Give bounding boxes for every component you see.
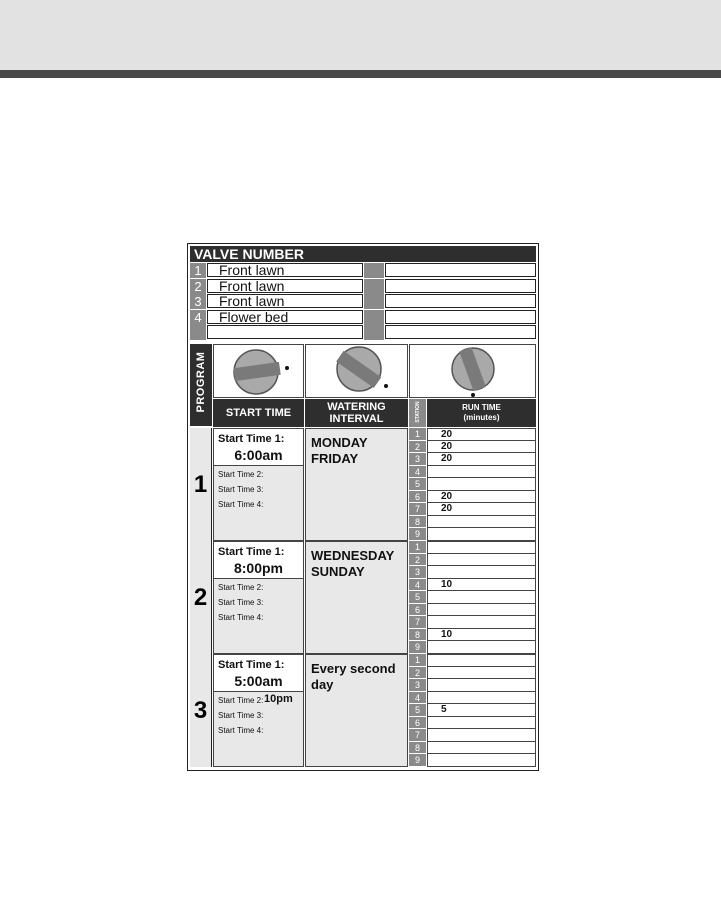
station-number: 2 xyxy=(409,667,426,680)
station-row xyxy=(409,616,536,629)
valve-name-field-right[interactable] xyxy=(385,325,536,339)
station-row xyxy=(409,528,536,541)
watering-interval-line1: MONDAY xyxy=(311,435,368,450)
start-time-dial-icon xyxy=(214,345,303,397)
run-time-field[interactable] xyxy=(427,754,536,767)
station-row xyxy=(409,491,536,504)
start-time-4-label: Start Time 4: xyxy=(218,500,264,509)
station-number: 5 xyxy=(409,704,426,717)
station-number: 9 xyxy=(409,641,426,654)
watering-interval-line1: Every second xyxy=(311,661,396,676)
run-time-field[interactable]: 20 xyxy=(427,453,536,466)
valve-number-blank xyxy=(364,279,384,294)
station-header-label: STATION xyxy=(415,401,421,423)
valve-row xyxy=(190,310,536,325)
station-number: 8 xyxy=(409,742,426,755)
start-time-cell xyxy=(213,428,304,541)
run-time-field[interactable]: 10 xyxy=(427,579,536,592)
station-row xyxy=(409,579,536,592)
station-number: 5 xyxy=(409,591,426,604)
run-time-field[interactable] xyxy=(427,692,536,705)
station-row xyxy=(409,742,536,755)
run-time-field[interactable] xyxy=(427,729,536,742)
run-time-field[interactable] xyxy=(427,466,536,479)
start-time-1-value: 8:00pm xyxy=(233,560,284,576)
station-row xyxy=(409,629,536,642)
start-time-2-value: 10pm xyxy=(264,693,293,705)
station-number: 4 xyxy=(409,579,426,592)
station-row xyxy=(409,667,536,680)
watering-interval-cell[interactable] xyxy=(305,654,408,767)
run-time-field[interactable]: 20 xyxy=(427,503,536,516)
station-number: 7 xyxy=(409,503,426,516)
station-number: 5 xyxy=(409,478,426,491)
valve-row xyxy=(190,294,536,309)
valve-number-blank xyxy=(364,310,384,325)
run-time-header-line2: (minutes) xyxy=(463,413,500,422)
valve-name-field-right[interactable] xyxy=(385,294,536,308)
run-time-field[interactable] xyxy=(427,591,536,604)
station-number: 9 xyxy=(409,528,426,541)
station-number: 3 xyxy=(409,566,426,579)
watering-interval-text xyxy=(311,435,368,467)
run-time-field[interactable] xyxy=(427,541,536,554)
watering-interval-line1: WEDNESDAY xyxy=(311,548,395,563)
run-time-field[interactable]: 20 xyxy=(427,428,536,441)
station-number: 4 xyxy=(409,692,426,705)
start-time-dial-cell xyxy=(213,344,304,398)
station-number: 1 xyxy=(409,428,426,441)
watering-interval-line2: FRIDAY xyxy=(311,451,359,466)
station-header xyxy=(409,399,426,427)
station-row xyxy=(409,554,536,567)
start-time-4-label: Start Time 4: xyxy=(218,726,264,735)
start-time-3-label: Start Time 3: xyxy=(218,485,264,494)
watering-interval-line2: day xyxy=(311,677,334,692)
station-number: 4 xyxy=(409,466,426,479)
station-row xyxy=(409,453,536,466)
header-rule xyxy=(0,70,721,78)
program-number: 3 xyxy=(190,654,212,767)
start-time-1-box[interactable] xyxy=(214,542,303,579)
run-time-header xyxy=(427,399,536,427)
valve-name-field[interactable]: Flower bed xyxy=(207,310,363,324)
station-row xyxy=(409,654,536,667)
start-time-1-label: Start Time 1: xyxy=(218,546,285,558)
watering-interval-text xyxy=(311,661,396,693)
station-row xyxy=(409,428,536,441)
program-number: 1 xyxy=(190,428,212,541)
start-time-2-label: Start Time 2: xyxy=(218,583,264,592)
station-number: 1 xyxy=(409,541,426,554)
station-row xyxy=(409,692,536,705)
page-header-band xyxy=(0,0,721,70)
station-row xyxy=(409,641,536,654)
station-row xyxy=(409,516,536,529)
station-number: 7 xyxy=(409,729,426,742)
run-time-field[interactable] xyxy=(427,667,536,680)
valve-row xyxy=(190,325,536,340)
valve-name-field[interactable]: Front lawn xyxy=(207,294,363,308)
run-time-field[interactable] xyxy=(427,478,536,491)
valve-name-field-right[interactable] xyxy=(385,263,536,277)
station-row xyxy=(409,754,536,767)
program-label: PROGRAM xyxy=(195,351,207,413)
valve-name-field-right[interactable] xyxy=(385,279,536,293)
run-time-field[interactable] xyxy=(427,566,536,579)
station-number: 6 xyxy=(409,604,426,617)
station-row xyxy=(409,466,536,479)
station-row xyxy=(409,591,536,604)
start-time-2-label: Start Time 2: xyxy=(218,696,264,705)
start-time-cell xyxy=(213,654,304,767)
run-time-field[interactable] xyxy=(427,516,536,529)
start-time-1-label: Start Time 1: xyxy=(218,433,285,445)
station-row xyxy=(409,604,536,617)
program-number: 2 xyxy=(190,541,212,654)
valve-row xyxy=(190,279,536,294)
valve-number-blank xyxy=(364,263,384,278)
valve-number-title: VALVE NUMBER xyxy=(190,246,536,262)
station-row xyxy=(409,441,536,454)
watering-interval-text xyxy=(311,548,394,580)
run-time-field[interactable]: 20 xyxy=(427,441,536,454)
valve-name-field[interactable]: Front lawn xyxy=(207,279,363,293)
station-row xyxy=(409,729,536,742)
station-row xyxy=(409,541,536,554)
valve-name-field[interactable]: Front lawn xyxy=(207,263,363,277)
start-time-1-label: Start Time 1: xyxy=(218,659,285,671)
run-time-field[interactable] xyxy=(427,717,536,730)
run-time-field[interactable] xyxy=(427,641,536,654)
valve-number xyxy=(190,325,206,340)
run-time-header-line1: RUN TIME xyxy=(462,403,501,412)
run-time-dial-cell xyxy=(409,344,536,398)
station-row xyxy=(409,717,536,730)
station-row xyxy=(409,679,536,692)
start-time-3-label: Start Time 3: xyxy=(218,711,264,720)
valve-number: 4 xyxy=(190,310,206,325)
valve-number-blank xyxy=(364,294,384,309)
start-time-4-label: Start Time 4: xyxy=(218,613,264,622)
run-time-field[interactable] xyxy=(427,654,536,667)
start-time-3-label: Start Time 3: xyxy=(218,598,264,607)
valve-number-blank xyxy=(364,325,384,340)
valve-number: 1 xyxy=(190,263,206,278)
run-time-field[interactable]: 20 xyxy=(427,491,536,504)
run-time-dial-icon xyxy=(410,345,535,397)
watering-interval-cell[interactable] xyxy=(305,428,408,541)
station-row xyxy=(409,503,536,516)
program-side-label xyxy=(190,344,212,426)
start-time-2-label: Start Time 2: xyxy=(218,470,264,479)
valve-name-field-right[interactable] xyxy=(385,310,536,324)
run-time-field[interactable]: 10 xyxy=(427,629,536,642)
station-row xyxy=(409,566,536,579)
watering-interval-header xyxy=(305,399,408,427)
controller-schedule-sheet xyxy=(187,243,539,771)
station-number: 8 xyxy=(409,516,426,529)
run-time-field[interactable] xyxy=(427,604,536,617)
station-number: 3 xyxy=(409,453,426,466)
station-number: 7 xyxy=(409,616,426,629)
run-time-field[interactable] xyxy=(427,616,536,629)
run-time-field[interactable] xyxy=(427,528,536,541)
watering-interval-line2: SUNDAY xyxy=(311,564,365,579)
station-number: 9 xyxy=(409,754,426,767)
valve-name-field[interactable] xyxy=(207,325,363,339)
station-row xyxy=(409,704,536,717)
watering-interval-cell[interactable] xyxy=(305,541,408,654)
valve-number: 2 xyxy=(190,279,206,294)
run-time-field[interactable] xyxy=(427,679,536,692)
start-time-1-box[interactable] xyxy=(214,429,303,466)
station-row xyxy=(409,478,536,491)
station-number: 6 xyxy=(409,491,426,504)
watering-interval-header-line2: INTERVAL xyxy=(329,413,384,425)
start-time-1-box[interactable] xyxy=(214,655,303,692)
start-time-1-value: 5:00am xyxy=(234,673,283,689)
station-number: 1 xyxy=(409,654,426,667)
station-number: 8 xyxy=(409,629,426,642)
start-time-cell xyxy=(213,541,304,654)
watering-interval-dial-cell xyxy=(305,344,408,398)
station-number: 6 xyxy=(409,717,426,730)
station-number: 2 xyxy=(409,554,426,567)
watering-interval-dial-icon xyxy=(306,345,407,397)
start-time-1-value: 6:00am xyxy=(234,447,283,463)
valve-number: 3 xyxy=(190,294,206,309)
run-time-field[interactable] xyxy=(427,742,536,755)
watering-interval-header-line1: WATERING xyxy=(327,401,386,413)
run-time-field[interactable]: 5 xyxy=(427,704,536,717)
station-number: 3 xyxy=(409,679,426,692)
valve-row xyxy=(190,263,536,278)
station-number: 2 xyxy=(409,441,426,454)
start-time-header: START TIME xyxy=(213,399,304,427)
run-time-field[interactable] xyxy=(427,554,536,567)
